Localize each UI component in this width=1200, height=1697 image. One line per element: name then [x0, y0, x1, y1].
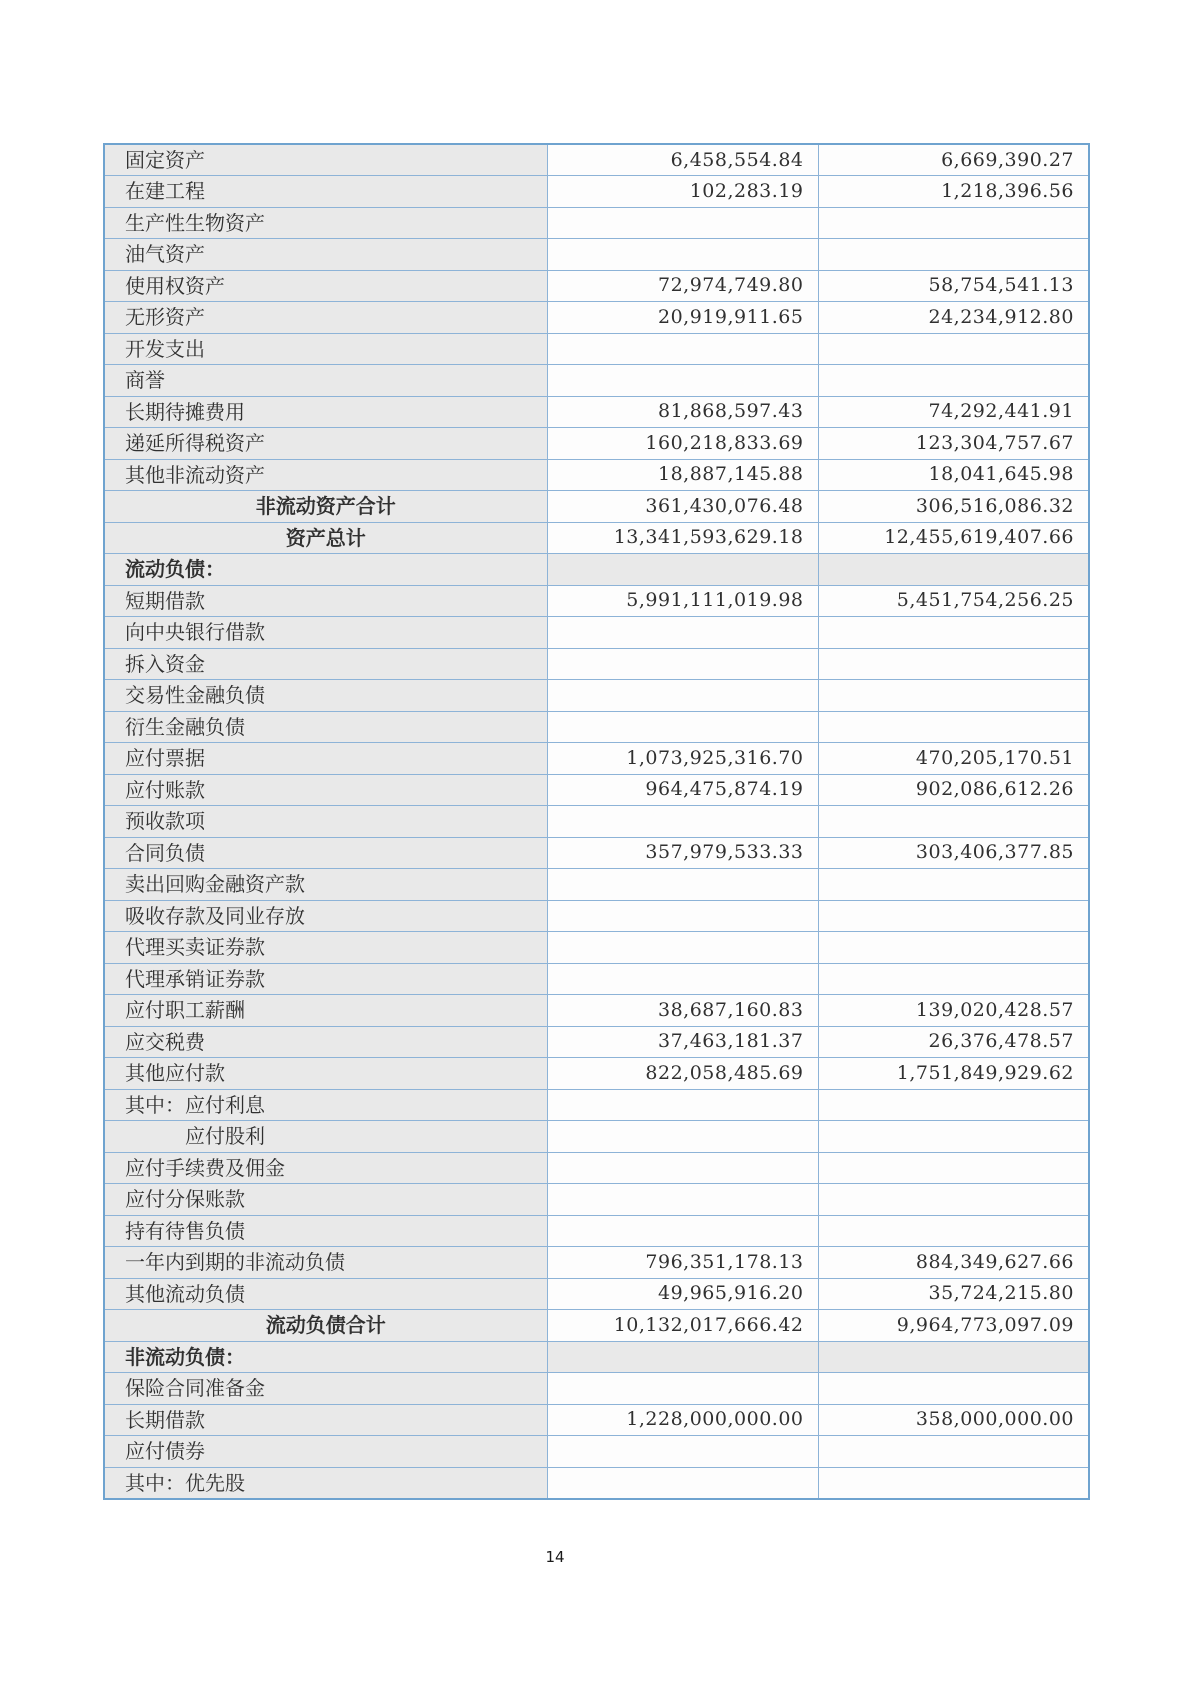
row-value-current: 796,351,178.13 [547, 1247, 818, 1279]
row-value-current [547, 648, 818, 680]
row-value-current [547, 1121, 818, 1153]
row-value-current [547, 1215, 818, 1247]
row-value-current [547, 617, 818, 649]
row-value-current [547, 869, 818, 901]
row-value-current [547, 239, 818, 271]
table-row [104, 995, 1089, 1027]
row-value-previous [818, 900, 1089, 932]
row-label: 向中央银行借款 [104, 617, 547, 649]
table-row [104, 1278, 1089, 1310]
row-label: 其他流动负债 [104, 1278, 547, 1310]
row-label: 无形资产 [104, 302, 547, 334]
row-value-previous: 35,724,215.80 [818, 1278, 1089, 1310]
row-value-previous [818, 1215, 1089, 1247]
table-row [104, 806, 1089, 838]
row-value-previous [818, 239, 1089, 271]
row-label: 合同负债 [104, 837, 547, 869]
table-row [104, 932, 1089, 964]
table-row [104, 1467, 1089, 1499]
row-label: 长期待摊费用 [104, 396, 547, 428]
row-value-previous [818, 932, 1089, 964]
row-value-current [547, 1152, 818, 1184]
table-row [104, 963, 1089, 995]
row-label: 生产性生物资产 [104, 207, 547, 239]
row-value-current [547, 932, 818, 964]
table-row [104, 774, 1089, 806]
row-value-previous: 1,751,849,929.62 [818, 1058, 1089, 1090]
row-value-current [547, 1341, 818, 1373]
row-value-previous: 123,304,757.67 [818, 428, 1089, 460]
row-label: 非流动负债： [104, 1341, 547, 1373]
row-value-previous [818, 333, 1089, 365]
row-value-current: 357,979,533.33 [547, 837, 818, 869]
row-value-previous: 1,218,396.56 [818, 176, 1089, 208]
row-value-current [547, 1089, 818, 1121]
table-row [104, 270, 1089, 302]
row-value-previous: 5,451,754,256.25 [818, 585, 1089, 617]
row-value-current: 6,458,554.84 [547, 144, 818, 176]
row-label: 流动负债合计 [104, 1310, 547, 1342]
row-value-current: 361,430,076.48 [547, 491, 818, 523]
row-value-current [547, 1184, 818, 1216]
row-value-current: 160,218,833.69 [547, 428, 818, 460]
table-row [104, 459, 1089, 491]
balance-sheet-table [103, 143, 1090, 1500]
table-row [104, 869, 1089, 901]
row-value-previous: 18,041,645.98 [818, 459, 1089, 491]
row-value-previous [818, 1121, 1089, 1153]
row-label: 其中：优先股 [104, 1467, 547, 1499]
row-label: 商誉 [104, 365, 547, 397]
row-value-current: 72,974,749.80 [547, 270, 818, 302]
row-value-previous: 74,292,441.91 [818, 396, 1089, 428]
row-value-current: 20,919,911.65 [547, 302, 818, 334]
row-value-current: 81,868,597.43 [547, 396, 818, 428]
row-value-current: 13,341,593,629.18 [547, 522, 818, 554]
row-value-previous: 306,516,086.32 [818, 491, 1089, 523]
table-row [104, 1121, 1089, 1153]
row-value-previous [818, 711, 1089, 743]
table-row [104, 1436, 1089, 1468]
table-row [104, 491, 1089, 523]
row-value-previous: 6,669,390.27 [818, 144, 1089, 176]
row-value-previous [818, 648, 1089, 680]
table-row [104, 900, 1089, 932]
row-label: 代理承销证券款 [104, 963, 547, 995]
table-row [104, 585, 1089, 617]
row-value-current: 37,463,181.37 [547, 1026, 818, 1058]
row-label: 保险合同准备金 [104, 1373, 547, 1405]
row-value-current [547, 554, 818, 586]
row-label: 流动负债： [104, 554, 547, 586]
row-value-previous [818, 1467, 1089, 1499]
row-label: 交易性金融负债 [104, 680, 547, 712]
table-row [104, 1247, 1089, 1279]
row-value-current: 5,991,111,019.98 [547, 585, 818, 617]
table-row [104, 1373, 1089, 1405]
table-row [104, 648, 1089, 680]
row-label: 递延所得税资产 [104, 428, 547, 460]
table-row [104, 1058, 1089, 1090]
table-row [104, 554, 1089, 586]
row-label: 油气资产 [104, 239, 547, 271]
row-label: 应付股利 [104, 1121, 547, 1153]
row-label: 在建工程 [104, 176, 547, 208]
row-value-previous [818, 1341, 1089, 1373]
row-value-current [547, 963, 818, 995]
table-row [104, 1215, 1089, 1247]
row-value-previous: 58,754,541.13 [818, 270, 1089, 302]
row-label: 衍生金融负债 [104, 711, 547, 743]
row-label: 非流动资产合计 [104, 491, 547, 523]
table-row [104, 144, 1089, 176]
row-label: 其他应付款 [104, 1058, 547, 1090]
row-label: 开发支出 [104, 333, 547, 365]
table-row [104, 1152, 1089, 1184]
row-value-current [547, 333, 818, 365]
row-value-previous [818, 1089, 1089, 1121]
row-value-previous [818, 1436, 1089, 1468]
row-value-previous: 902,086,612.26 [818, 774, 1089, 806]
table-row [104, 617, 1089, 649]
row-value-previous: 303,406,377.85 [818, 837, 1089, 869]
table-row [104, 1310, 1089, 1342]
row-value-previous: 470,205,170.51 [818, 743, 1089, 775]
row-value-current [547, 1373, 818, 1405]
row-value-previous: 9,964,773,097.09 [818, 1310, 1089, 1342]
row-label: 资产总计 [104, 522, 547, 554]
row-value-current [547, 1436, 818, 1468]
table-row [104, 1341, 1089, 1373]
table-row [104, 743, 1089, 775]
row-value-current [547, 711, 818, 743]
table-row [104, 837, 1089, 869]
row-label: 持有待售负债 [104, 1215, 547, 1247]
page-number: 14 [545, 1548, 565, 1566]
row-value-previous [818, 207, 1089, 239]
row-value-current: 1,073,925,316.70 [547, 743, 818, 775]
row-value-previous: 12,455,619,407.66 [818, 522, 1089, 554]
row-value-current: 822,058,485.69 [547, 1058, 818, 1090]
table-row [104, 1404, 1089, 1436]
row-value-previous [818, 1373, 1089, 1405]
row-value-previous: 26,376,478.57 [818, 1026, 1089, 1058]
table-row [104, 711, 1089, 743]
row-label: 应付票据 [104, 743, 547, 775]
row-label: 卖出回购金融资产款 [104, 869, 547, 901]
row-value-current: 49,965,916.20 [547, 1278, 818, 1310]
row-label: 使用权资产 [104, 270, 547, 302]
row-label: 吸收存款及同业存放 [104, 900, 547, 932]
table-row [104, 333, 1089, 365]
row-value-previous: 139,020,428.57 [818, 995, 1089, 1027]
row-value-current [547, 900, 818, 932]
row-value-current: 38,687,160.83 [547, 995, 818, 1027]
row-value-previous [818, 806, 1089, 838]
row-value-previous [818, 963, 1089, 995]
row-label: 长期借款 [104, 1404, 547, 1436]
row-value-current [547, 207, 818, 239]
row-label: 代理买卖证券款 [104, 932, 547, 964]
table-row [104, 239, 1089, 271]
row-value-previous [818, 680, 1089, 712]
row-value-previous [818, 554, 1089, 586]
row-value-previous [818, 869, 1089, 901]
table-row [104, 1089, 1089, 1121]
row-value-current: 102,283.19 [547, 176, 818, 208]
row-value-previous [818, 1152, 1089, 1184]
table-row [104, 302, 1089, 334]
row-value-current [547, 1467, 818, 1499]
row-value-previous [818, 617, 1089, 649]
row-label: 应付手续费及佣金 [104, 1152, 547, 1184]
table-row [104, 207, 1089, 239]
row-label: 短期借款 [104, 585, 547, 617]
row-value-previous [818, 1184, 1089, 1216]
row-value-previous: 884,349,627.66 [818, 1247, 1089, 1279]
row-label: 应付债券 [104, 1436, 547, 1468]
table-row [104, 1026, 1089, 1058]
row-value-current [547, 806, 818, 838]
row-value-previous [818, 365, 1089, 397]
row-value-previous: 24,234,912.80 [818, 302, 1089, 334]
row-value-previous: 358,000,000.00 [818, 1404, 1089, 1436]
row-label: 应交税费 [104, 1026, 547, 1058]
row-label: 应付职工薪酬 [104, 995, 547, 1027]
row-label: 拆入资金 [104, 648, 547, 680]
row-value-current: 1,228,000,000.00 [547, 1404, 818, 1436]
row-value-current: 964,475,874.19 [547, 774, 818, 806]
row-label: 固定资产 [104, 144, 547, 176]
row-label: 其中：应付利息 [104, 1089, 547, 1121]
table-row [104, 176, 1089, 208]
row-label: 预收款项 [104, 806, 547, 838]
table-row [104, 522, 1089, 554]
row-value-current [547, 680, 818, 712]
row-label: 其他非流动资产 [104, 459, 547, 491]
balance-sheet-body [104, 144, 1089, 1499]
table-row [104, 1184, 1089, 1216]
table-row [104, 680, 1089, 712]
row-value-current: 18,887,145.88 [547, 459, 818, 491]
row-label: 一年内到期的非流动负债 [104, 1247, 547, 1279]
table-row [104, 396, 1089, 428]
table-row [104, 365, 1089, 397]
row-value-current: 10,132,017,666.42 [547, 1310, 818, 1342]
row-value-current [547, 365, 818, 397]
row-label: 应付账款 [104, 774, 547, 806]
row-label: 应付分保账款 [104, 1184, 547, 1216]
table-row [104, 428, 1089, 460]
